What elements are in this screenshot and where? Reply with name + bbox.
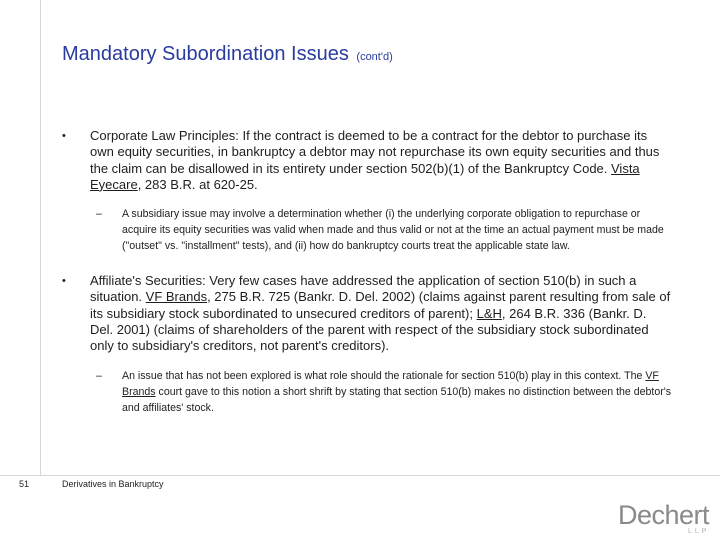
slide-title-main: Mandatory Subordination Issues	[62, 43, 349, 65]
bullet-marker: •	[62, 130, 66, 142]
case-citation: VF Brands	[122, 369, 659, 398]
slide-title	[62, 43, 393, 66]
dash-marker: –	[96, 208, 102, 221]
case-citation: L&H	[476, 305, 502, 321]
sub-bullet-text	[122, 370, 671, 414]
slide-content	[62, 128, 672, 416]
case-citation: Vista Eyecare	[90, 160, 640, 192]
text-segment: Affiliate's Securities: Very few cases have addressed the application of section 510(b) in such a situation.	[90, 273, 637, 305]
left-vertical-rule	[40, 0, 41, 476]
text-segment: , 283 B.R. at 620-25.	[137, 176, 258, 192]
bullet-affiliates-securities	[62, 273, 672, 354]
dechert-logo: Dechert	[618, 500, 710, 530]
sub-bullet-text	[122, 208, 664, 252]
case-citation: VF Brands	[145, 289, 208, 305]
footer-divider	[0, 475, 720, 476]
text-segment: , 264 B.R. 336 (Bankr. D. Del. 2001) (claims of shareholders of the parent with respect of the subsidiary stock subordinated only to subsidiary's creditors, not parent's creditors).	[90, 305, 649, 354]
bullet-marker: •	[62, 275, 66, 288]
text-segment: Corporate Law Principles: If the contract is deemed to be a contract for the debtor to purchase its own equity securities, in bankruptcy a debtor may not repurchase its own equity securities and thus the claim can be disallowed in its entirety under section 502(b)(1) of the Bankruptcy Code.	[90, 128, 660, 176]
dechert-logo-llp: LLP	[688, 528, 710, 535]
footer-title: Derivatives in Bankruptcy	[62, 479, 164, 489]
bullet-text	[90, 128, 659, 192]
sub-bullet-subsidiary-issue	[96, 206, 674, 254]
page-number: 51	[19, 479, 30, 489]
text-segment: court gave to this notion a short shrift by stating that section 510(b) makes no distinction between the debtor's and affiliates' stock.	[122, 385, 672, 414]
text-segment: , 275 B.R. 725 (Bankr. D. Del. 2002) (claims against parent resulting from sale of its subsidiary stock subordinated to unsecured creditors of parent);	[90, 289, 671, 321]
dash-marker: –	[96, 369, 102, 382]
sub-bullet-rationale	[96, 368, 674, 416]
bullet-corporate-law	[62, 128, 672, 193]
text-segment: An issue that has not been explored is what role should the rationale for section 510(b) play in this context. The	[122, 369, 646, 382]
slide-title-suffix: (cont'd)	[356, 51, 393, 63]
bullet-text	[90, 273, 670, 353]
text-segment: A subsidiary issue may involve a determination whether (i) the underlying corporate obligation to repurchase or acquire its equity securities was valid when made and thus valid or not at the time an actual payment must be made ("outset" vs. "installment" tests), and (ii) how do bankruptcy courts treat the applicable state law.	[122, 208, 664, 253]
